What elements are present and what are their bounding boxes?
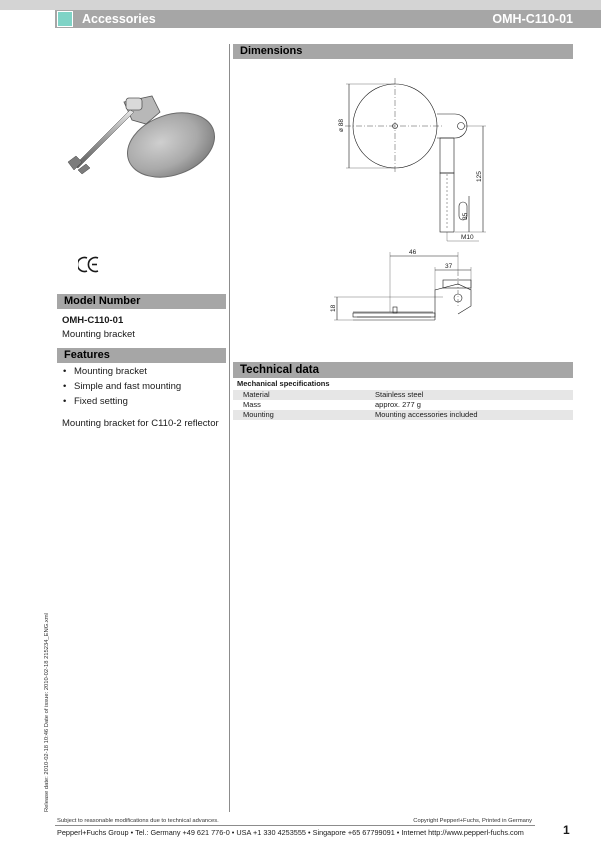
page-number: 1 — [563, 823, 570, 837]
list-item: • Fixed setting — [63, 396, 128, 407]
product-photo — [60, 90, 225, 200]
list-item: • Mounting bracket — [63, 366, 147, 377]
footer-note: Subject to reasonable modifications due to technical advances. — [57, 818, 219, 824]
dim-width-total: 46 — [409, 249, 417, 256]
page-header — [55, 10, 601, 28]
dim-width-part: 37 — [445, 263, 453, 270]
ce-mark-icon — [78, 256, 100, 273]
footer-copyright: Copyright Pepperl+Fuchs, Printed in Germany — [413, 818, 532, 824]
dim-slot: 35 — [462, 212, 469, 220]
dim-diameter: ø 88 — [338, 118, 345, 132]
product-type: Mounting bracket — [62, 329, 135, 340]
features-list — [62, 366, 181, 411]
features-heading: Features — [57, 348, 226, 363]
header-model: OMH-C110-01 — [492, 12, 573, 26]
technical-data-heading: Technical data — [233, 362, 573, 378]
dim-thread: M10 — [461, 234, 474, 241]
dimensions-heading: Dimensions — [233, 44, 573, 59]
model-number-value: OMH-C110-01 — [62, 315, 124, 326]
footer-rule — [55, 825, 535, 826]
dim-height: 125 — [476, 171, 483, 182]
top-strip — [0, 0, 601, 10]
product-description: Mounting bracket for C110-2 reflector — [62, 418, 219, 429]
table-row: Mass approx. 277 g — [243, 400, 421, 409]
table-row: Mounting Mounting accessories included — [233, 410, 573, 420]
brand-square-icon — [57, 11, 73, 27]
tech-subheading: Mechanical specifications — [237, 379, 330, 388]
dim-thickness: 18 — [330, 304, 337, 312]
model-number-heading: Model Number — [57, 294, 226, 309]
table-row: Material Stainless steel — [233, 390, 573, 400]
release-info: Release date: 2010-02-18 10:46 Date of issue: 2010-02-18 215234_ENG.xml — [44, 613, 50, 812]
footer-contact: Pepperl+Fuchs Group • Tel.: Germany +49 621 776-0 • USA +1 330 4253555 • Singapore +65 67799091 • Internet http://www.pepperl-fuchs.com — [57, 828, 524, 837]
column-divider — [229, 44, 230, 812]
dimension-drawing — [233, 62, 573, 337]
list-item: • Simple and fast mounting — [63, 381, 182, 392]
category-title: Accessories — [82, 12, 156, 26]
